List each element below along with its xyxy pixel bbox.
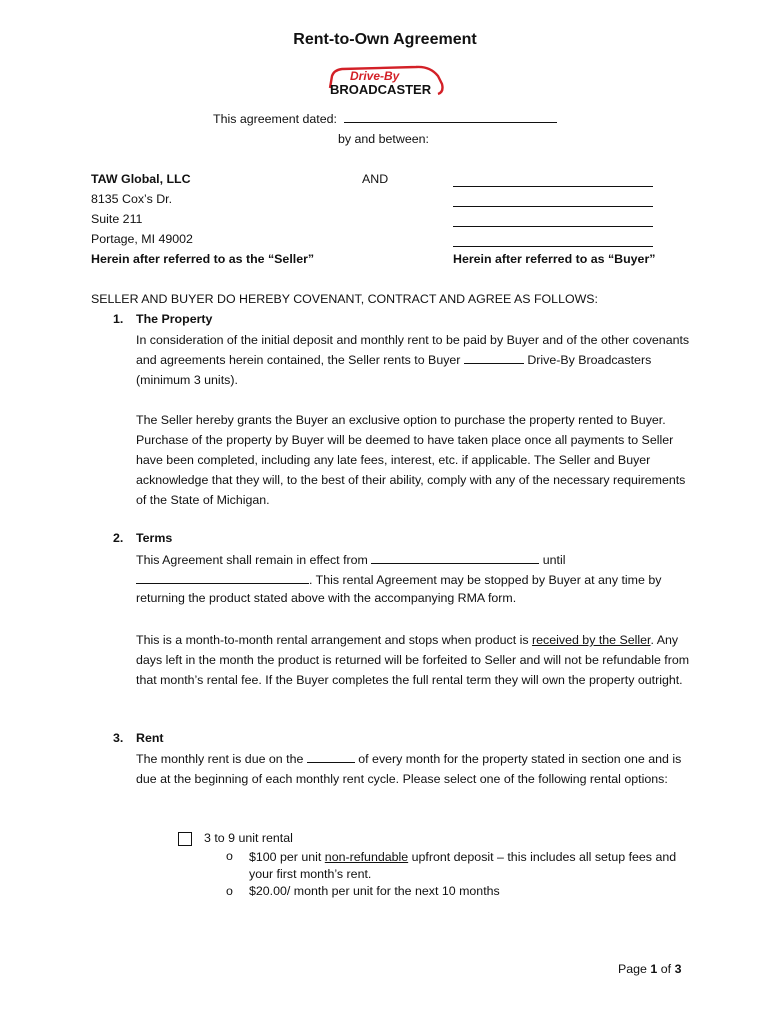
terms-stop-text: . This rental Agreement may be stopped by Buyer at any time by bbox=[309, 573, 662, 587]
section-2-heading: Terms bbox=[136, 531, 173, 545]
section-3-heading: Rent bbox=[136, 731, 164, 745]
section-3-number: 3. bbox=[113, 731, 124, 745]
terms-p2-text-a: This is a month-to-month rental arrangement and stops when product is bbox=[136, 633, 529, 647]
terms-line-2 bbox=[136, 571, 661, 587]
end-date-field[interactable] bbox=[136, 571, 309, 584]
seller-role: Herein after referred to as the “Seller” bbox=[91, 252, 315, 266]
buyer-name-field[interactable] bbox=[453, 172, 653, 187]
units-quantity-field[interactable] bbox=[464, 351, 524, 364]
buyer-address2-field[interactable] bbox=[453, 212, 653, 227]
section-1-number: 1. bbox=[113, 312, 124, 326]
terms-from-label: This Agreement shall remain in effect from bbox=[136, 553, 368, 567]
seller-city: Portage, MI 49002 bbox=[91, 232, 193, 246]
logo-top-text: Drive-By bbox=[350, 69, 400, 83]
car-outline-icon bbox=[326, 62, 446, 98]
section-1-paragraph-1 bbox=[136, 330, 696, 390]
bullet-1-marker: o bbox=[226, 849, 233, 863]
section-1-p1-text-a: In consideration of the initial deposit and monthly rent to be paid by Buyer and of the other covenants and agreements herein contained, the Seller rents to Buyer bbox=[136, 333, 690, 367]
rent-p1-text-a: The monthly rent is due on the bbox=[136, 752, 304, 766]
bullet-1-text-a: $100 per unit bbox=[249, 850, 322, 864]
seller-address1: 8135 Cox’s Dr. bbox=[91, 192, 173, 206]
rent-due-day-field[interactable] bbox=[307, 750, 355, 763]
page-title: Rent-to-Own Agreement bbox=[293, 31, 477, 48]
section-1-paragraph-2: The Seller hereby grants the Buyer an exclusive option to purchase the property rented to Buyer. Purchase of the property by Buyer will be deemed to have taken place once all payments to Seller have been completed, including any late fees, interest, etc. if applicable. The Seller and Buyer acknowledge that they will, to the best of their ability, comply with any of the necessary requirements of the State of Michigan. bbox=[136, 413, 686, 507]
terms-line-1 bbox=[136, 551, 566, 567]
rental-option-label: 3 to 9 unit rental bbox=[204, 831, 293, 845]
buyer-address1-field[interactable] bbox=[453, 192, 653, 207]
current-page: 1 bbox=[650, 962, 658, 976]
buyer-city-field[interactable] bbox=[453, 232, 653, 247]
bullet-1-text bbox=[249, 849, 689, 883]
rental-option-checkbox[interactable] bbox=[178, 832, 192, 846]
dated-label: This agreement dated: bbox=[213, 112, 337, 126]
between-label: by and between: bbox=[338, 132, 429, 146]
section-3-paragraph-1 bbox=[136, 749, 696, 789]
date-field[interactable] bbox=[344, 122, 557, 123]
non-refundable-text: non-refundable bbox=[324, 850, 409, 864]
page-label: Page bbox=[618, 962, 647, 976]
start-date-field[interactable] bbox=[371, 551, 539, 564]
agreement-date-row bbox=[213, 112, 557, 126]
of-label: of bbox=[660, 962, 672, 976]
agreement-intro: SELLER AND BUYER DO HEREBY COVENANT, CONTRACT AND AGREE AS FOLLOWS: bbox=[91, 292, 598, 306]
rent-p1-text-b: of every month for the property stated in section one and is due at the beginning of each monthly rent cycle. Please select one of the following rental options: bbox=[136, 752, 682, 786]
section-2-paragraph-2 bbox=[136, 630, 696, 690]
bullet-1-text-b: upfront deposit – this includes all setup fees and your first month’s rent. bbox=[249, 850, 677, 881]
bullet-2-text: $20.00/ month per unit for the next 10 months bbox=[249, 884, 500, 898]
section-1-p1-text-b: Drive-By Broadcasters (minimum 3 units). bbox=[136, 353, 652, 387]
and-label: AND bbox=[362, 172, 389, 186]
bullet-2-marker: o bbox=[226, 884, 233, 898]
logo-bottom-text: BROADCASTER bbox=[330, 82, 432, 97]
received-by-seller-text: received by the Seller bbox=[532, 633, 651, 647]
seller-name: TAW Global, LLC bbox=[91, 172, 191, 186]
total-pages: 3 bbox=[674, 962, 682, 976]
terms-p2-text-b: . Any days left in the month the product is returned will be forfeited to Seller and will not be refundable from that month’s rental fee. If the Buyer completes the full rental term they will own the property outright. bbox=[136, 633, 690, 687]
terms-until-label: until bbox=[542, 553, 566, 567]
drive-by-broadcaster-logo bbox=[326, 62, 446, 101]
seller-address2: Suite 211 bbox=[91, 212, 143, 226]
terms-line-3: returning the product stated above with the accompanying RMA form. bbox=[136, 591, 517, 605]
section-1-heading: The Property bbox=[136, 312, 213, 326]
page-indicator bbox=[618, 962, 681, 976]
section-2-number: 2. bbox=[113, 531, 124, 545]
buyer-role: Herein after referred to as “Buyer” bbox=[453, 252, 656, 266]
